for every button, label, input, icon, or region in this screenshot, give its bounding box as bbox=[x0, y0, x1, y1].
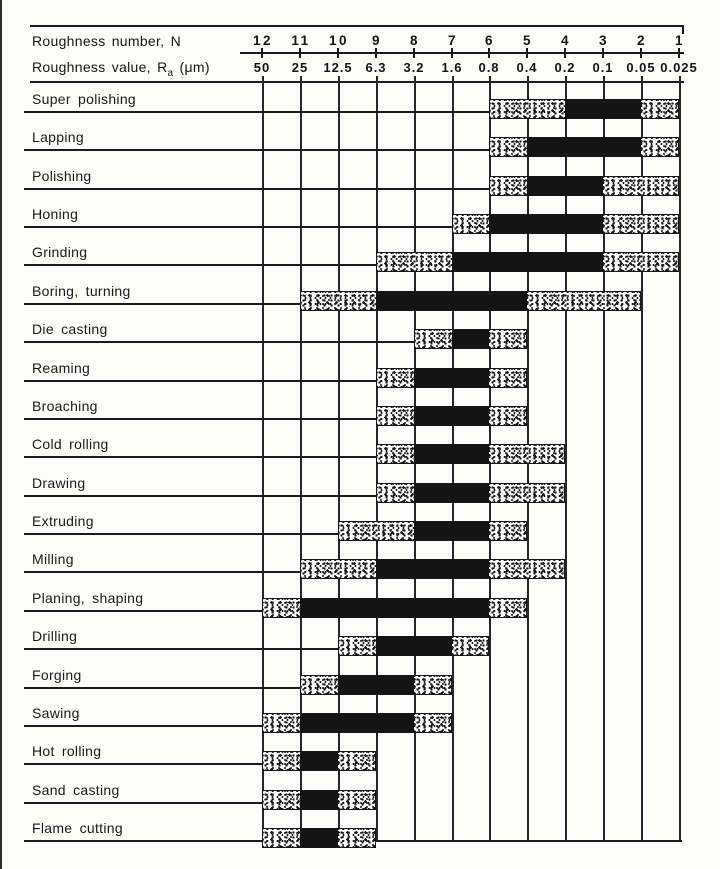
ra-value-label: 0.1 bbox=[592, 60, 614, 75]
bar-segment-solid bbox=[527, 177, 603, 195]
roughness-range-bar bbox=[376, 444, 565, 464]
process-label: Flame cutting bbox=[32, 820, 123, 836]
bar-segment-solid bbox=[565, 100, 641, 118]
process-label: Cold rolling bbox=[32, 436, 109, 452]
bar-segment-stipple bbox=[489, 407, 527, 425]
ra-value-label: 0.05 bbox=[626, 60, 656, 75]
ra-value-label: 12.5 bbox=[323, 60, 353, 75]
bar-segment-solid bbox=[376, 637, 452, 655]
bar-segment-stipple bbox=[338, 752, 376, 770]
bar-segment-solid bbox=[452, 330, 489, 348]
bar-segment-solid bbox=[414, 369, 489, 387]
roughness-range-bar bbox=[489, 176, 679, 196]
roughness-range-bar bbox=[414, 329, 527, 349]
bar-segment-stipple bbox=[376, 369, 414, 387]
roughness-range-bar bbox=[489, 137, 679, 157]
process-label: Forging bbox=[32, 667, 82, 683]
n-scale-rule bbox=[240, 52, 684, 54]
n-number-label: 1 bbox=[674, 33, 686, 48]
n-number-label: 9 bbox=[371, 33, 383, 48]
bar-segment-stipple bbox=[452, 215, 489, 233]
n-number-label: 10 bbox=[328, 33, 350, 48]
n-scale-tick bbox=[375, 48, 377, 58]
roughness-range-bar bbox=[338, 521, 527, 541]
bar-segment-stipple bbox=[262, 599, 300, 617]
bar-segment-stipple bbox=[603, 177, 679, 195]
n-scale-tick bbox=[678, 48, 680, 58]
process-label: Extruding bbox=[32, 513, 94, 529]
axis-top-label bbox=[32, 33, 181, 49]
header-bottom-rule bbox=[30, 81, 684, 83]
process-label: Drilling bbox=[32, 628, 78, 644]
process-label: Planing, shaping bbox=[32, 590, 144, 606]
process-label: Broaching bbox=[32, 398, 98, 414]
ra-value-label: 0.4 bbox=[516, 60, 538, 75]
bar-segment-stipple bbox=[338, 522, 414, 540]
roughness-range-bar bbox=[338, 636, 489, 656]
n-scale-tick bbox=[488, 48, 490, 58]
process-label: Grinding bbox=[32, 244, 88, 260]
n-number-label: 7 bbox=[447, 33, 459, 48]
roughness-range-bar bbox=[262, 790, 376, 810]
bar-segment-stipple bbox=[262, 829, 300, 847]
grid-line-vertical bbox=[679, 76, 681, 842]
n-scale-tick bbox=[564, 48, 566, 58]
process-label: Reaming bbox=[32, 360, 91, 376]
process-label: Boring, turning bbox=[32, 283, 131, 299]
bar-segment-stipple bbox=[489, 138, 527, 156]
roughness-range-bar bbox=[262, 751, 376, 771]
ra-value-label: 25 bbox=[291, 60, 309, 75]
bar-segment-solid bbox=[489, 215, 603, 233]
roughness-range-bar bbox=[300, 559, 565, 579]
process-label: Honing bbox=[32, 206, 79, 222]
bar-segment-solid bbox=[414, 445, 489, 463]
bar-segment-solid bbox=[300, 599, 489, 617]
roughness-range-bar bbox=[376, 368, 527, 388]
bar-segment-stipple bbox=[489, 330, 527, 348]
ra-value-label: 0.025 bbox=[660, 60, 698, 75]
axis-bottom-label-prefix: Roughness value, R bbox=[32, 59, 168, 75]
bar-segment-stipple bbox=[527, 292, 641, 310]
axis-bottom-label-suffix: (μm) bbox=[173, 59, 210, 75]
ra-value-label: 6.3 bbox=[365, 60, 387, 75]
roughness-range-bar bbox=[376, 406, 527, 426]
bar-segment-solid bbox=[300, 714, 414, 732]
roughness-range-bar bbox=[262, 598, 527, 618]
process-label: Drawing bbox=[32, 475, 86, 491]
bar-segment-stipple bbox=[414, 676, 452, 694]
process-label: Milling bbox=[32, 551, 74, 567]
n-scale-tick bbox=[640, 48, 642, 58]
bar-segment-stipple bbox=[489, 484, 565, 502]
ra-value-label: 3.2 bbox=[403, 60, 425, 75]
n-scale-tick bbox=[299, 48, 301, 58]
roughness-range-bar bbox=[376, 252, 679, 272]
bar-segment-stipple bbox=[338, 637, 376, 655]
bar-segment-stipple bbox=[376, 407, 414, 425]
n-number-label: 11 bbox=[291, 33, 311, 48]
bar-segment-stipple bbox=[489, 599, 527, 617]
axis-bottom-label-subscript: a bbox=[167, 67, 174, 79]
roughness-range-bar bbox=[262, 713, 452, 733]
process-label: Polishing bbox=[32, 168, 92, 184]
axis-top-label-text: Roughness number, N bbox=[32, 33, 182, 49]
n-scale-tick bbox=[602, 48, 604, 58]
n-number-label: 4 bbox=[560, 33, 572, 48]
bar-segment-stipple bbox=[376, 253, 452, 271]
process-label: Lapping bbox=[32, 129, 84, 145]
scan-edge-left bbox=[0, 0, 2, 869]
process-label: Die casting bbox=[32, 321, 108, 337]
process-label: Sawing bbox=[32, 705, 80, 721]
roughness-range-bar bbox=[376, 483, 565, 503]
roughness-range-bar bbox=[489, 99, 679, 119]
bar-segment-stipple bbox=[489, 560, 565, 578]
bar-segment-stipple bbox=[641, 138, 679, 156]
axis-bottom-label bbox=[32, 59, 210, 79]
bar-segment-stipple bbox=[603, 215, 679, 233]
bar-segment-solid bbox=[414, 407, 489, 425]
bar-segment-stipple bbox=[489, 522, 527, 540]
bar-segment-solid bbox=[452, 253, 603, 271]
bar-segment-stipple bbox=[452, 637, 489, 655]
bar-segment-stipple bbox=[489, 445, 565, 463]
n-scale-tick bbox=[526, 48, 528, 58]
ra-value-label: 50 bbox=[253, 60, 271, 75]
bar-segment-stipple bbox=[641, 100, 679, 118]
n-number-label: 6 bbox=[484, 33, 496, 48]
bar-segment-solid bbox=[300, 752, 338, 770]
ra-value-label: 0.2 bbox=[554, 60, 576, 75]
bar-segment-stipple bbox=[300, 676, 338, 694]
bar-segment-stipple bbox=[262, 752, 300, 770]
bar-segment-solid bbox=[527, 138, 641, 156]
bar-segment-stipple bbox=[489, 100, 565, 118]
roughness-range-bar bbox=[300, 675, 452, 695]
bar-segment-stipple bbox=[262, 714, 300, 732]
n-number-label: 2 bbox=[636, 33, 648, 48]
n-scale-tick bbox=[337, 48, 339, 58]
bar-segment-solid bbox=[376, 560, 489, 578]
header-top-rule bbox=[30, 25, 684, 27]
roughness-range-bar bbox=[262, 828, 376, 848]
bar-segment-solid bbox=[338, 676, 414, 694]
bar-segment-stipple bbox=[414, 714, 452, 732]
roughness-range-bar bbox=[300, 291, 641, 311]
process-label: Sand casting bbox=[32, 782, 120, 798]
bar-segment-stipple bbox=[603, 253, 679, 271]
bar-segment-stipple bbox=[376, 445, 414, 463]
process-label: Hot rolling bbox=[32, 743, 102, 759]
roughness-range-bar bbox=[452, 214, 679, 234]
ra-value-label: 0.8 bbox=[478, 60, 500, 75]
n-scale-tick bbox=[451, 48, 453, 58]
bar-segment-stipple bbox=[338, 791, 376, 809]
bar-segment-stipple bbox=[376, 484, 414, 502]
n-number-label: 8 bbox=[409, 33, 421, 48]
bar-segment-stipple bbox=[489, 369, 527, 387]
bar-segment-solid bbox=[414, 484, 489, 502]
bar-segment-solid bbox=[300, 829, 338, 847]
process-label: Super polishing bbox=[32, 91, 137, 107]
bar-segment-stipple bbox=[414, 330, 452, 348]
bar-segment-stipple bbox=[300, 560, 376, 578]
n-scale-tick bbox=[261, 48, 263, 58]
bar-segment-stipple bbox=[338, 829, 376, 847]
n-number-label: 5 bbox=[522, 33, 534, 48]
ra-value-label: 1.6 bbox=[441, 60, 463, 75]
bar-segment-solid bbox=[376, 292, 527, 310]
bar-segment-stipple bbox=[300, 292, 376, 310]
n-scale-tick bbox=[413, 48, 415, 58]
bar-segment-stipple bbox=[262, 791, 300, 809]
n-number-label: 12 bbox=[252, 33, 274, 48]
bar-segment-solid bbox=[300, 791, 338, 809]
n-number-label: 3 bbox=[598, 33, 610, 48]
bar-segment-stipple bbox=[489, 177, 527, 195]
bar-segment-solid bbox=[414, 522, 489, 540]
